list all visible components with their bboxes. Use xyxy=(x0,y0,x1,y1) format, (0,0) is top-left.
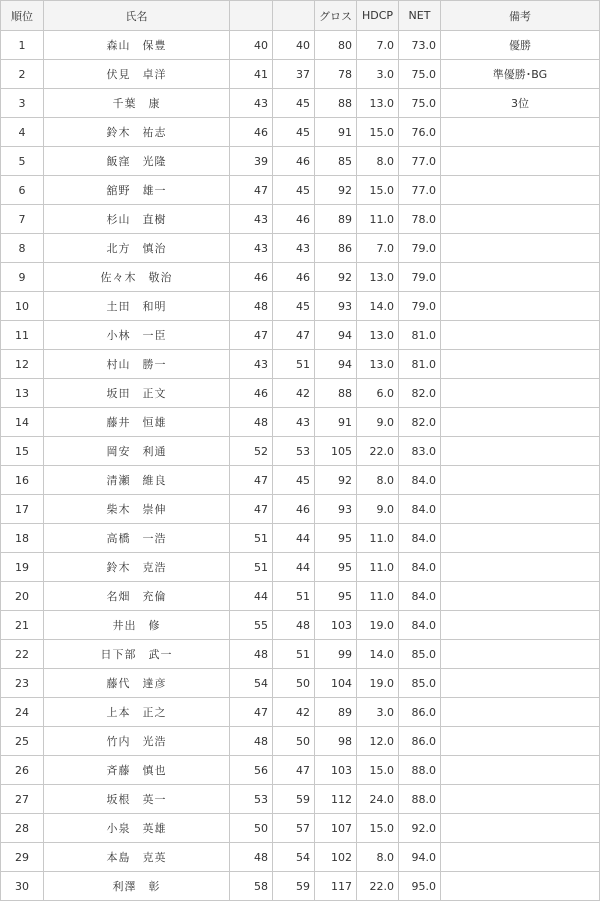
hdcp-cell: 8.0 xyxy=(357,147,399,176)
net-cell: 75.0 xyxy=(399,89,441,118)
hdcp-cell: 13.0 xyxy=(357,89,399,118)
note-cell xyxy=(441,205,600,234)
rank-cell: 19 xyxy=(1,553,44,582)
header-rank: 順位 xyxy=(1,1,44,31)
note-cell xyxy=(441,553,600,582)
hdcp-cell: 11.0 xyxy=(357,553,399,582)
gross-cell: 86 xyxy=(315,234,357,263)
name-cell: 鈴木 祐志 xyxy=(44,118,230,147)
table-row xyxy=(1,176,600,205)
hdcp-cell: 11.0 xyxy=(357,524,399,553)
out-score-cell: 48 xyxy=(230,640,273,669)
out-score-cell: 58 xyxy=(230,872,273,901)
in-score-cell: 47 xyxy=(273,321,315,350)
note-cell: 優勝 xyxy=(441,31,600,60)
out-score-cell: 54 xyxy=(230,669,273,698)
net-cell: 79.0 xyxy=(399,292,441,321)
header-hdcp: HDCP xyxy=(357,1,399,31)
header-out xyxy=(230,1,273,31)
in-score-cell: 50 xyxy=(273,727,315,756)
table-row xyxy=(1,118,600,147)
name-cell: 坂根 英一 xyxy=(44,785,230,814)
note-cell xyxy=(441,872,600,901)
out-score-cell: 52 xyxy=(230,437,273,466)
hdcp-cell: 15.0 xyxy=(357,814,399,843)
name-cell: 斉藤 慎也 xyxy=(44,756,230,785)
hdcp-cell: 19.0 xyxy=(357,611,399,640)
table-row xyxy=(1,495,600,524)
table-row xyxy=(1,640,600,669)
gross-cell: 89 xyxy=(315,205,357,234)
out-score-cell: 47 xyxy=(230,176,273,205)
out-score-cell: 39 xyxy=(230,147,273,176)
in-score-cell: 44 xyxy=(273,524,315,553)
table-row xyxy=(1,843,600,872)
hdcp-cell: 7.0 xyxy=(357,31,399,60)
rank-cell: 11 xyxy=(1,321,44,350)
hdcp-cell: 13.0 xyxy=(357,321,399,350)
name-cell: 村山 勝一 xyxy=(44,350,230,379)
note-cell xyxy=(441,292,600,321)
note-cell xyxy=(441,466,600,495)
note-cell xyxy=(441,263,600,292)
table-row xyxy=(1,234,600,263)
gross-cell: 88 xyxy=(315,89,357,118)
net-cell: 88.0 xyxy=(399,785,441,814)
out-score-cell: 51 xyxy=(230,524,273,553)
table-row xyxy=(1,89,600,118)
gross-cell: 93 xyxy=(315,495,357,524)
rank-cell: 30 xyxy=(1,872,44,901)
net-cell: 79.0 xyxy=(399,263,441,292)
note-cell xyxy=(441,408,600,437)
header-note: 備考 xyxy=(441,1,600,31)
gross-cell: 103 xyxy=(315,756,357,785)
name-cell: 飯窪 光隆 xyxy=(44,147,230,176)
in-score-cell: 45 xyxy=(273,466,315,495)
table-row xyxy=(1,756,600,785)
name-cell: 千葉 康 xyxy=(44,89,230,118)
gross-cell: 99 xyxy=(315,640,357,669)
hdcp-cell: 3.0 xyxy=(357,60,399,89)
header-in xyxy=(273,1,315,31)
table-row xyxy=(1,379,600,408)
gross-cell: 92 xyxy=(315,176,357,205)
out-score-cell: 56 xyxy=(230,756,273,785)
name-cell: 北方 慎治 xyxy=(44,234,230,263)
in-score-cell: 45 xyxy=(273,118,315,147)
gross-cell: 94 xyxy=(315,350,357,379)
name-cell: 伏見 卓洋 xyxy=(44,60,230,89)
rank-cell: 6 xyxy=(1,176,44,205)
name-cell: 藤代 達彦 xyxy=(44,669,230,698)
note-cell xyxy=(441,814,600,843)
note-cell xyxy=(441,698,600,727)
rank-cell: 10 xyxy=(1,292,44,321)
rank-cell: 9 xyxy=(1,263,44,292)
name-cell: 高橋 一浩 xyxy=(44,524,230,553)
note-cell xyxy=(441,611,600,640)
gross-cell: 85 xyxy=(315,147,357,176)
name-cell: 杉山 直樹 xyxy=(44,205,230,234)
name-cell: 坂田 正文 xyxy=(44,379,230,408)
in-score-cell: 51 xyxy=(273,350,315,379)
hdcp-cell: 15.0 xyxy=(357,756,399,785)
in-score-cell: 46 xyxy=(273,205,315,234)
rank-cell: 16 xyxy=(1,466,44,495)
hdcp-cell: 7.0 xyxy=(357,234,399,263)
in-score-cell: 59 xyxy=(273,872,315,901)
gross-cell: 89 xyxy=(315,698,357,727)
rank-cell: 21 xyxy=(1,611,44,640)
table-row xyxy=(1,698,600,727)
rank-cell: 1 xyxy=(1,31,44,60)
out-score-cell: 47 xyxy=(230,698,273,727)
out-score-cell: 48 xyxy=(230,408,273,437)
in-score-cell: 57 xyxy=(273,814,315,843)
out-score-cell: 46 xyxy=(230,263,273,292)
table-body xyxy=(1,31,600,901)
net-cell: 92.0 xyxy=(399,814,441,843)
hdcp-cell: 11.0 xyxy=(357,582,399,611)
hdcp-cell: 8.0 xyxy=(357,843,399,872)
name-cell: 上本 正之 xyxy=(44,698,230,727)
table-row xyxy=(1,263,600,292)
net-cell: 77.0 xyxy=(399,176,441,205)
out-score-cell: 47 xyxy=(230,321,273,350)
note-cell xyxy=(441,147,600,176)
in-score-cell: 53 xyxy=(273,437,315,466)
net-cell: 95.0 xyxy=(399,872,441,901)
out-score-cell: 41 xyxy=(230,60,273,89)
rank-cell: 4 xyxy=(1,118,44,147)
name-cell: 岡安 利通 xyxy=(44,437,230,466)
hdcp-cell: 15.0 xyxy=(357,118,399,147)
table-row xyxy=(1,727,600,756)
hdcp-cell: 9.0 xyxy=(357,408,399,437)
out-score-cell: 46 xyxy=(230,118,273,147)
net-cell: 77.0 xyxy=(399,147,441,176)
in-score-cell: 42 xyxy=(273,698,315,727)
net-cell: 84.0 xyxy=(399,553,441,582)
net-cell: 84.0 xyxy=(399,582,441,611)
note-cell xyxy=(441,379,600,408)
in-score-cell: 45 xyxy=(273,176,315,205)
gross-cell: 93 xyxy=(315,292,357,321)
net-cell: 76.0 xyxy=(399,118,441,147)
note-cell xyxy=(441,785,600,814)
in-score-cell: 50 xyxy=(273,669,315,698)
out-score-cell: 53 xyxy=(230,785,273,814)
gross-cell: 95 xyxy=(315,524,357,553)
gross-cell: 117 xyxy=(315,872,357,901)
table-row xyxy=(1,582,600,611)
out-score-cell: 46 xyxy=(230,379,273,408)
hdcp-cell: 14.0 xyxy=(357,640,399,669)
out-score-cell: 44 xyxy=(230,582,273,611)
rank-cell: 14 xyxy=(1,408,44,437)
in-score-cell: 44 xyxy=(273,553,315,582)
rank-cell: 13 xyxy=(1,379,44,408)
name-cell: 竹内 光浩 xyxy=(44,727,230,756)
in-score-cell: 59 xyxy=(273,785,315,814)
in-score-cell: 43 xyxy=(273,234,315,263)
note-cell xyxy=(441,176,600,205)
note-cell xyxy=(441,756,600,785)
table-row xyxy=(1,814,600,843)
hdcp-cell: 13.0 xyxy=(357,350,399,379)
rank-cell: 2 xyxy=(1,60,44,89)
gross-cell: 91 xyxy=(315,118,357,147)
net-cell: 84.0 xyxy=(399,524,441,553)
name-cell: 舘野 雄一 xyxy=(44,176,230,205)
hdcp-cell: 12.0 xyxy=(357,727,399,756)
name-cell: 小泉 英雄 xyxy=(44,814,230,843)
name-cell: 土田 和明 xyxy=(44,292,230,321)
name-cell: 柴木 崇伸 xyxy=(44,495,230,524)
out-score-cell: 47 xyxy=(230,495,273,524)
table-row xyxy=(1,524,600,553)
net-cell: 84.0 xyxy=(399,611,441,640)
rank-cell: 29 xyxy=(1,843,44,872)
table-row xyxy=(1,669,600,698)
rank-cell: 28 xyxy=(1,814,44,843)
note-cell: 準優勝･BG xyxy=(441,60,600,89)
in-score-cell: 40 xyxy=(273,31,315,60)
in-score-cell: 45 xyxy=(273,89,315,118)
name-cell: 名畑 充倫 xyxy=(44,582,230,611)
header-net: NET xyxy=(399,1,441,31)
rank-cell: 24 xyxy=(1,698,44,727)
in-score-cell: 47 xyxy=(273,756,315,785)
table-row xyxy=(1,553,600,582)
in-score-cell: 46 xyxy=(273,495,315,524)
gross-cell: 112 xyxy=(315,785,357,814)
hdcp-cell: 19.0 xyxy=(357,669,399,698)
table-header xyxy=(1,1,600,31)
gross-cell: 102 xyxy=(315,843,357,872)
in-score-cell: 48 xyxy=(273,611,315,640)
net-cell: 81.0 xyxy=(399,350,441,379)
out-score-cell: 43 xyxy=(230,350,273,379)
net-cell: 85.0 xyxy=(399,640,441,669)
net-cell: 88.0 xyxy=(399,756,441,785)
gross-cell: 91 xyxy=(315,408,357,437)
note-cell xyxy=(441,582,600,611)
table-row xyxy=(1,321,600,350)
out-score-cell: 43 xyxy=(230,234,273,263)
net-cell: 73.0 xyxy=(399,31,441,60)
rank-cell: 20 xyxy=(1,582,44,611)
note-cell xyxy=(441,350,600,379)
net-cell: 94.0 xyxy=(399,843,441,872)
note-cell xyxy=(441,321,600,350)
hdcp-cell: 15.0 xyxy=(357,176,399,205)
out-score-cell: 43 xyxy=(230,89,273,118)
note-cell xyxy=(441,437,600,466)
note-cell: 3位 xyxy=(441,89,600,118)
gross-cell: 80 xyxy=(315,31,357,60)
net-cell: 86.0 xyxy=(399,698,441,727)
in-score-cell: 37 xyxy=(273,60,315,89)
gross-cell: 95 xyxy=(315,582,357,611)
in-score-cell: 46 xyxy=(273,147,315,176)
net-cell: 82.0 xyxy=(399,379,441,408)
hdcp-cell: 24.0 xyxy=(357,785,399,814)
table-row xyxy=(1,31,600,60)
note-cell xyxy=(441,524,600,553)
gross-cell: 78 xyxy=(315,60,357,89)
rank-cell: 27 xyxy=(1,785,44,814)
rank-cell: 25 xyxy=(1,727,44,756)
gross-cell: 104 xyxy=(315,669,357,698)
rank-cell: 18 xyxy=(1,524,44,553)
gross-cell: 103 xyxy=(315,611,357,640)
table-row xyxy=(1,60,600,89)
rank-cell: 22 xyxy=(1,640,44,669)
out-score-cell: 48 xyxy=(230,843,273,872)
net-cell: 84.0 xyxy=(399,495,441,524)
header-name: 氏名 xyxy=(44,1,230,31)
net-cell: 82.0 xyxy=(399,408,441,437)
name-cell: 清瀬 維良 xyxy=(44,466,230,495)
rank-cell: 23 xyxy=(1,669,44,698)
name-cell: 藤井 恒雄 xyxy=(44,408,230,437)
name-cell: 佐々木 敬治 xyxy=(44,263,230,292)
name-cell: 本島 克英 xyxy=(44,843,230,872)
rank-cell: 26 xyxy=(1,756,44,785)
note-cell xyxy=(441,669,600,698)
note-cell xyxy=(441,234,600,263)
hdcp-cell: 11.0 xyxy=(357,205,399,234)
hdcp-cell: 8.0 xyxy=(357,466,399,495)
table-row xyxy=(1,350,600,379)
in-score-cell: 46 xyxy=(273,263,315,292)
note-cell xyxy=(441,727,600,756)
net-cell: 84.0 xyxy=(399,466,441,495)
net-cell: 78.0 xyxy=(399,205,441,234)
net-cell: 83.0 xyxy=(399,437,441,466)
rank-cell: 15 xyxy=(1,437,44,466)
table-row xyxy=(1,466,600,495)
gross-cell: 92 xyxy=(315,466,357,495)
in-score-cell: 51 xyxy=(273,640,315,669)
gross-cell: 95 xyxy=(315,553,357,582)
name-cell: 小林 一臣 xyxy=(44,321,230,350)
hdcp-cell: 13.0 xyxy=(357,263,399,292)
header-gross: グロス xyxy=(315,1,357,31)
hdcp-cell: 14.0 xyxy=(357,292,399,321)
note-cell xyxy=(441,843,600,872)
rank-cell: 5 xyxy=(1,147,44,176)
rank-cell: 8 xyxy=(1,234,44,263)
gross-cell: 107 xyxy=(315,814,357,843)
hdcp-cell: 22.0 xyxy=(357,872,399,901)
note-cell xyxy=(441,640,600,669)
table-row xyxy=(1,437,600,466)
out-score-cell: 51 xyxy=(230,553,273,582)
gross-cell: 98 xyxy=(315,727,357,756)
name-cell: 利澤 彰 xyxy=(44,872,230,901)
hdcp-cell: 3.0 xyxy=(357,698,399,727)
net-cell: 75.0 xyxy=(399,60,441,89)
table-row xyxy=(1,872,600,901)
in-score-cell: 54 xyxy=(273,843,315,872)
out-score-cell: 48 xyxy=(230,727,273,756)
name-cell: 森山 保豊 xyxy=(44,31,230,60)
in-score-cell: 51 xyxy=(273,582,315,611)
out-score-cell: 50 xyxy=(230,814,273,843)
name-cell: 鈴木 克浩 xyxy=(44,553,230,582)
table-row xyxy=(1,147,600,176)
out-score-cell: 43 xyxy=(230,205,273,234)
net-cell: 79.0 xyxy=(399,234,441,263)
table-row xyxy=(1,611,600,640)
name-cell: 日下部 武一 xyxy=(44,640,230,669)
note-cell xyxy=(441,118,600,147)
out-score-cell: 48 xyxy=(230,292,273,321)
in-score-cell: 43 xyxy=(273,408,315,437)
gross-cell: 94 xyxy=(315,321,357,350)
out-score-cell: 47 xyxy=(230,466,273,495)
table-row xyxy=(1,205,600,234)
table-row xyxy=(1,408,600,437)
net-cell: 86.0 xyxy=(399,727,441,756)
table-row xyxy=(1,292,600,321)
gross-cell: 105 xyxy=(315,437,357,466)
table-row xyxy=(1,785,600,814)
gross-cell: 92 xyxy=(315,263,357,292)
gross-cell: 88 xyxy=(315,379,357,408)
rank-cell: 7 xyxy=(1,205,44,234)
note-cell xyxy=(441,495,600,524)
rank-cell: 3 xyxy=(1,89,44,118)
net-cell: 81.0 xyxy=(399,321,441,350)
hdcp-cell: 6.0 xyxy=(357,379,399,408)
header-row xyxy=(1,1,600,31)
hdcp-cell: 9.0 xyxy=(357,495,399,524)
in-score-cell: 42 xyxy=(273,379,315,408)
net-cell: 85.0 xyxy=(399,669,441,698)
out-score-cell: 40 xyxy=(230,31,273,60)
name-cell: 井出 修 xyxy=(44,611,230,640)
out-score-cell: 55 xyxy=(230,611,273,640)
rank-cell: 17 xyxy=(1,495,44,524)
hdcp-cell: 22.0 xyxy=(357,437,399,466)
rank-cell: 12 xyxy=(1,350,44,379)
in-score-cell: 45 xyxy=(273,292,315,321)
